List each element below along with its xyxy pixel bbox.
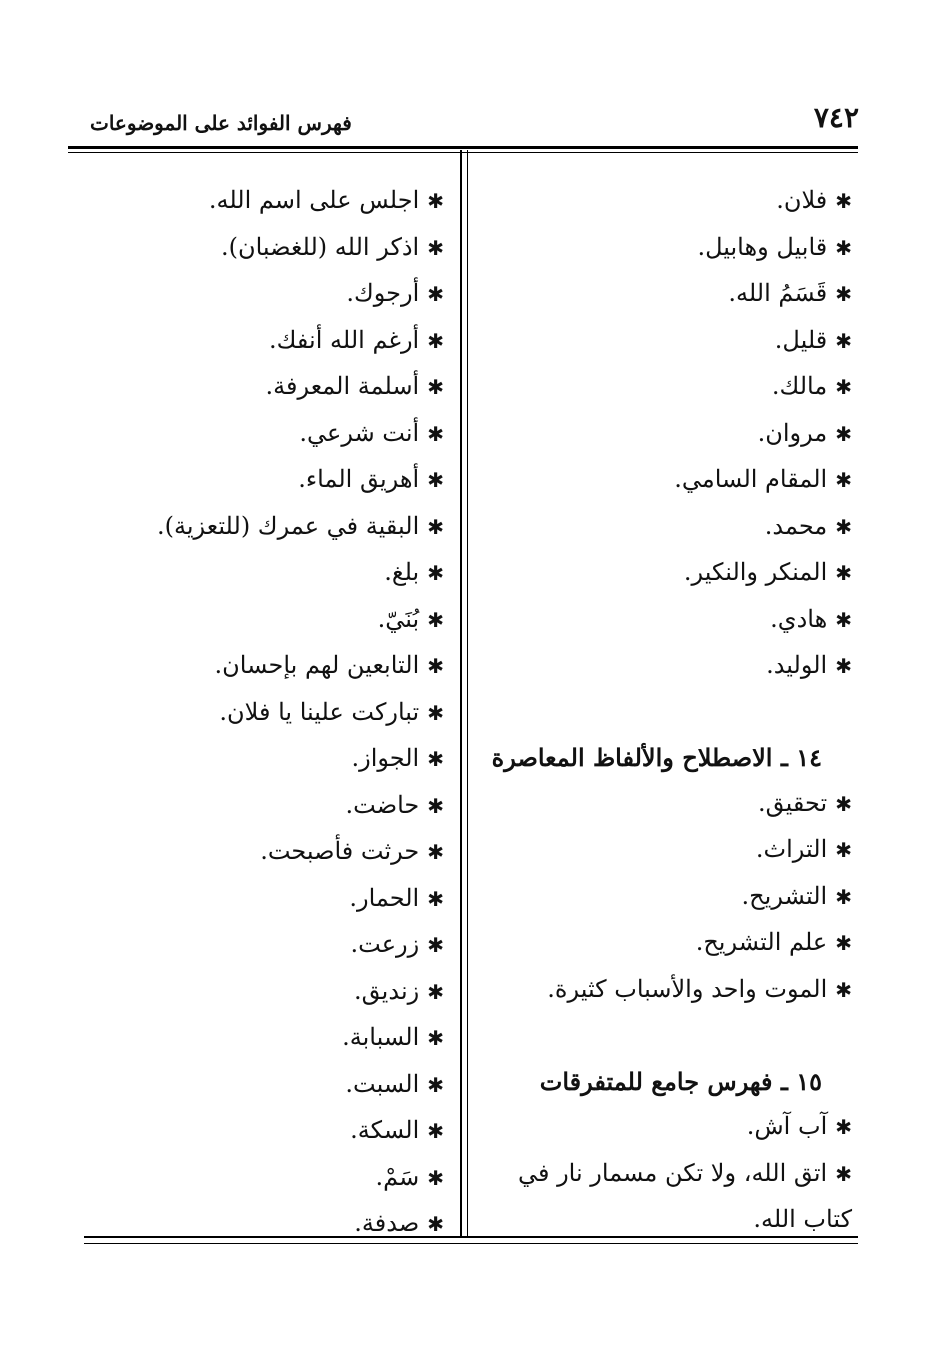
entry-text: التابعين لهم بإحسان. bbox=[214, 651, 420, 679]
asterisk-bullet-icon: ✱ bbox=[427, 1072, 444, 1097]
index-entry bbox=[84, 457, 444, 504]
asterisk-bullet-icon: ✱ bbox=[427, 886, 444, 911]
asterisk-bullet-icon: ✱ bbox=[427, 1119, 444, 1143]
asterisk-bullet-icon: ✱ bbox=[427, 747, 444, 771]
entry-text: أسلمة المعرفة. bbox=[265, 372, 420, 400]
entry-text: اتق الله، ولا تكن مسمار نار في كتاب الله. bbox=[517, 1158, 852, 1233]
entry-text: الوليد. bbox=[766, 651, 828, 679]
entry-text: أرغم الله أنفك. bbox=[269, 325, 420, 354]
entry-text: الجواز. bbox=[351, 744, 420, 772]
index-entry bbox=[492, 967, 852, 1014]
index-entry bbox=[84, 1155, 444, 1202]
asterisk-bullet-icon: ✱ bbox=[427, 282, 444, 306]
entry-text: بلغ. bbox=[384, 558, 420, 586]
asterisk-bullet-icon: ✱ bbox=[427, 933, 444, 957]
index-entry bbox=[492, 920, 852, 967]
index-entry bbox=[84, 690, 444, 737]
index-entry bbox=[492, 504, 852, 551]
asterisk-bullet-icon: ✱ bbox=[835, 607, 852, 632]
entry-text: البقية في عمرك (للتعزية). bbox=[156, 511, 420, 540]
asterisk-bullet-icon: ✱ bbox=[835, 977, 852, 1002]
asterisk-bullet-icon: ✱ bbox=[427, 468, 444, 492]
asterisk-bullet-icon: ✱ bbox=[427, 979, 444, 1004]
index-entry bbox=[84, 225, 444, 272]
header-rule bbox=[68, 146, 858, 149]
index-entry bbox=[84, 1201, 444, 1248]
asterisk-bullet-icon: ✱ bbox=[427, 793, 444, 818]
asterisk-bullet-icon: ✱ bbox=[835, 235, 852, 260]
asterisk-bullet-icon: ✱ bbox=[427, 561, 444, 585]
index-entry bbox=[84, 597, 444, 644]
left-column bbox=[84, 178, 444, 1248]
entry-text: مروان. bbox=[757, 418, 828, 447]
entry-text: زنديق. bbox=[354, 976, 420, 1005]
index-entry bbox=[84, 829, 444, 876]
index-entry bbox=[492, 364, 852, 411]
asterisk-bullet-icon: ✱ bbox=[427, 421, 444, 446]
index-entry bbox=[492, 781, 852, 828]
asterisk-bullet-icon: ✱ bbox=[427, 1165, 444, 1190]
index-entry bbox=[84, 504, 444, 551]
index-entry bbox=[84, 411, 444, 458]
entry-text: فلان. bbox=[776, 186, 828, 214]
spacer bbox=[492, 690, 852, 736]
section-heading: ١٥ ـ فهرس جامع للمتفرقات bbox=[539, 1066, 822, 1096]
asterisk-bullet-icon: ✱ bbox=[427, 654, 444, 678]
right-column bbox=[492, 178, 852, 1243]
index-entry bbox=[84, 969, 444, 1016]
index-entry bbox=[492, 178, 852, 225]
index-entry bbox=[492, 271, 852, 318]
asterisk-bullet-icon: ✱ bbox=[427, 700, 444, 725]
entry-text: سَمْ. bbox=[375, 1162, 420, 1191]
index-entry bbox=[492, 550, 852, 597]
asterisk-bullet-icon: ✱ bbox=[835, 375, 852, 399]
index-entry bbox=[84, 178, 444, 225]
entry-text: بُنَيّ. bbox=[377, 604, 420, 633]
entry-text: التراث. bbox=[755, 835, 828, 863]
entry-text: المنكر والنكير. bbox=[683, 558, 828, 586]
header-rule-thin bbox=[68, 152, 858, 153]
entry-text: محمد. bbox=[764, 511, 828, 540]
index-entry bbox=[492, 411, 852, 458]
index-entry bbox=[84, 1015, 444, 1062]
section-number: ١٥ bbox=[796, 1066, 822, 1096]
entry-text: آب آش. bbox=[746, 1112, 828, 1140]
page-header bbox=[70, 98, 859, 142]
index-entry bbox=[84, 783, 444, 830]
entry-text: السكة. bbox=[350, 1116, 420, 1144]
asterisk-bullet-icon: ✱ bbox=[835, 931, 852, 955]
asterisk-bullet-icon: ✱ bbox=[835, 282, 852, 306]
index-entry bbox=[84, 364, 444, 411]
entry-text: قليل. bbox=[774, 325, 828, 354]
page-number: ٧٤٢ bbox=[813, 101, 859, 134]
asterisk-bullet-icon: ✱ bbox=[835, 421, 852, 446]
asterisk-bullet-icon: ✱ bbox=[427, 328, 444, 353]
asterisk-bullet-icon: ✱ bbox=[835, 654, 852, 678]
entry-text: السبابة. bbox=[342, 1023, 420, 1051]
entry-text: أنت شرعي. bbox=[299, 418, 420, 447]
entry-text: حاضت. bbox=[345, 790, 420, 819]
index-entry bbox=[492, 225, 852, 272]
index-entry bbox=[492, 318, 852, 365]
entry-text: اجلس على اسم الله. bbox=[208, 186, 420, 214]
index-entry bbox=[492, 1104, 852, 1151]
asterisk-bullet-icon: ✱ bbox=[835, 791, 852, 816]
entry-text: التشريح. bbox=[741, 881, 828, 910]
index-entry bbox=[84, 1108, 444, 1155]
entry-text: أرجوك. bbox=[346, 279, 420, 307]
entry-text: السبت. bbox=[345, 1069, 420, 1098]
index-entry bbox=[492, 1151, 852, 1243]
entry-text: تباركت علينا يا فلان. bbox=[219, 697, 420, 726]
entry-text: الحمار. bbox=[349, 883, 420, 912]
asterisk-bullet-icon: ✱ bbox=[427, 514, 444, 539]
index-entry bbox=[84, 922, 444, 969]
entry-text: هادي. bbox=[770, 604, 828, 633]
asterisk-bullet-icon: ✱ bbox=[835, 561, 852, 585]
entry-text: المقام السامي. bbox=[674, 465, 828, 493]
index-entry bbox=[492, 874, 852, 921]
section-title: الاصطلاح والألفاظ المعاصرة bbox=[491, 743, 773, 772]
index-entry bbox=[84, 271, 444, 318]
entry-text: أهريق الماء. bbox=[298, 465, 420, 493]
entry-text: علم التشريح. bbox=[695, 928, 828, 956]
asterisk-bullet-icon: ✱ bbox=[427, 607, 444, 632]
spacer bbox=[492, 1013, 852, 1059]
asterisk-bullet-icon: ✱ bbox=[835, 328, 852, 353]
entry-text: تحقيق. bbox=[758, 788, 828, 817]
column-divider-thin bbox=[467, 150, 468, 1236]
index-entry bbox=[84, 876, 444, 923]
asterisk-bullet-icon: ✱ bbox=[427, 189, 444, 213]
asterisk-bullet-icon: ✱ bbox=[427, 1212, 444, 1236]
asterisk-bullet-icon: ✱ bbox=[835, 1161, 852, 1186]
section-title: فهرس جامع للمتفرقات bbox=[539, 1066, 773, 1096]
section-number: ١٤ bbox=[796, 743, 822, 772]
entry-text: مالك. bbox=[771, 372, 828, 400]
asterisk-bullet-icon: ✱ bbox=[427, 840, 444, 864]
index-entry bbox=[492, 643, 852, 690]
asterisk-bullet-icon: ✱ bbox=[835, 468, 852, 492]
asterisk-bullet-icon: ✱ bbox=[835, 189, 852, 213]
entry-text: قَسَمُ الله. bbox=[728, 279, 828, 307]
index-entry bbox=[84, 550, 444, 597]
asterisk-bullet-icon: ✱ bbox=[835, 838, 852, 862]
asterisk-bullet-icon: ✱ bbox=[427, 235, 444, 260]
entry-text: الموت واحد والأسباب كثيرة. bbox=[547, 974, 828, 1003]
entry-text: حرثت فأصبحت. bbox=[260, 837, 420, 865]
entry-text: زرعت. bbox=[350, 930, 420, 958]
entry-text: قابيل وهابيل. bbox=[697, 232, 828, 261]
column-divider bbox=[460, 150, 462, 1236]
running-title: فهرس الفوائد على الموضوعات bbox=[90, 111, 352, 135]
asterisk-bullet-icon: ✱ bbox=[427, 375, 444, 399]
index-entry bbox=[84, 643, 444, 690]
asterisk-bullet-icon: ✱ bbox=[835, 514, 852, 539]
entry-text: اذكر الله (للغضبان). bbox=[220, 232, 420, 261]
index-entry bbox=[492, 827, 852, 874]
index-entry bbox=[492, 597, 852, 644]
asterisk-bullet-icon: ✱ bbox=[427, 1026, 444, 1050]
asterisk-bullet-icon: ✱ bbox=[835, 884, 852, 909]
entry-text: صدفة. bbox=[354, 1209, 420, 1237]
index-entry bbox=[84, 318, 444, 365]
asterisk-bullet-icon: ✱ bbox=[835, 1115, 852, 1139]
index-entry bbox=[84, 1062, 444, 1109]
index-entry bbox=[84, 736, 444, 783]
section-heading: ١٤ ـ الاصطلاح والألفاظ المعاصرة bbox=[491, 743, 822, 772]
index-entry bbox=[492, 457, 852, 504]
